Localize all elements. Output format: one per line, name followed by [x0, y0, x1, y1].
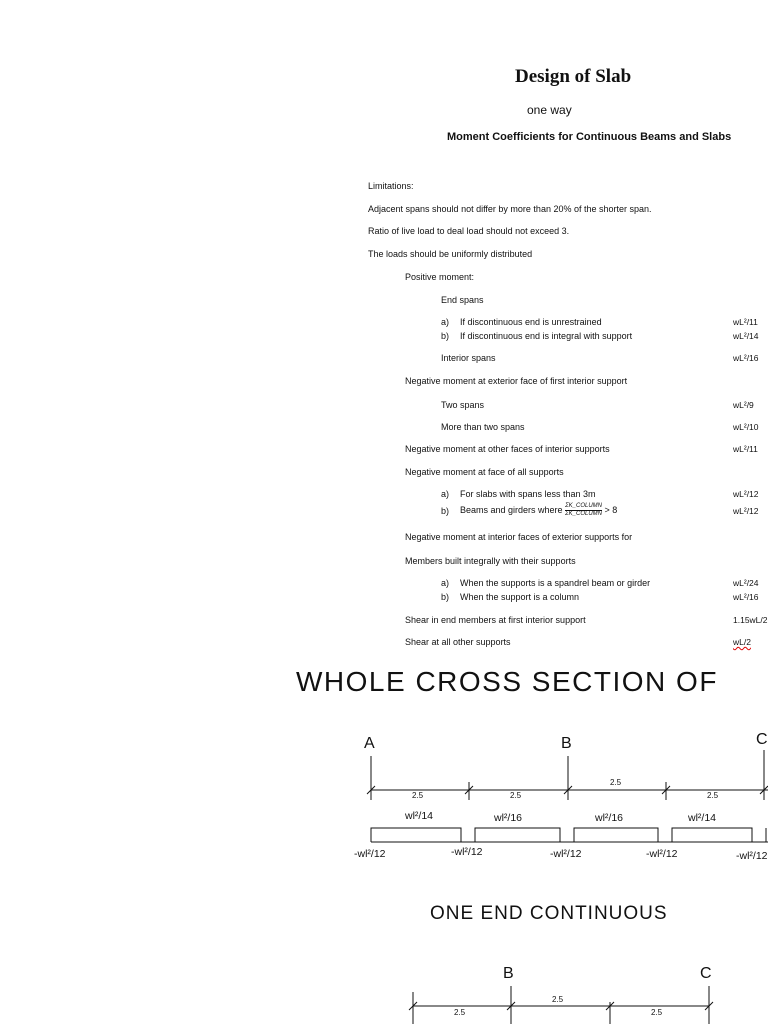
- coefficient-value: wL²/11: [733, 317, 758, 327]
- page-title: Design of Slab: [515, 66, 632, 87]
- list-marker: a): [441, 317, 450, 327]
- list-marker: a): [441, 489, 450, 499]
- positive-moment-label: wl²/14: [688, 812, 717, 824]
- support-label: B: [561, 735, 572, 752]
- neg-interior-ext-label: Negative moment at interior faces of exterior supports for: [405, 532, 633, 542]
- span-length: 2.5: [552, 995, 564, 1004]
- one-end-continuous-title: ONE END CONTINUOUS: [430, 903, 668, 924]
- moment-outline: [371, 828, 766, 842]
- positive-moment-label: wl²/16: [595, 812, 624, 824]
- span-length: 2.5: [454, 1008, 466, 1017]
- list-marker: b): [441, 592, 450, 602]
- span-length: 2.5: [510, 791, 522, 800]
- list-item-text: When the support is a column: [460, 592, 580, 602]
- negative-moment-label: -wl²/12: [354, 848, 386, 860]
- support-label: C: [756, 731, 768, 748]
- limitation-item: The loads should be uniformly distributed: [368, 249, 533, 259]
- positive-moment-label: wl²/14: [405, 810, 434, 822]
- coefficient-value: 1.15wL/2: [733, 615, 768, 625]
- coefficient-value: wL²/16: [733, 592, 759, 602]
- members-label: Members built integrally with their supports: [405, 556, 576, 566]
- span-length: 2.5: [610, 778, 622, 787]
- coefficient-value: wL²/24: [733, 578, 759, 588]
- support-label: A: [364, 735, 375, 752]
- stiffness-condition: > 8: [604, 504, 618, 515]
- coefficient-value: wL²/16: [733, 353, 759, 363]
- negative-moment-label: -wl²/12: [451, 846, 483, 858]
- shear-other-label: Shear at all other supports: [405, 637, 511, 647]
- neg-all-label: Negative moment at face of all supports: [405, 467, 564, 477]
- negative-moment-label: -wl²/12: [646, 848, 678, 860]
- two-spans-label: Two spans: [441, 400, 485, 410]
- coefficient-value: wL²/9: [733, 400, 754, 410]
- coefficient-value: wL²/14: [733, 331, 759, 341]
- positive-moment-label: wl²/16: [494, 812, 523, 824]
- support-label: B: [503, 965, 514, 982]
- span-length: 2.5: [651, 1008, 663, 1017]
- span-length: 2.5: [707, 791, 719, 800]
- limitation-item: Adjacent spans should not differ by more than 20% of the shorter span.: [368, 204, 652, 214]
- coefficient-value: wL²/12: [733, 489, 759, 499]
- cross-section-title: WHOLE CROSS SECTION OF: [296, 666, 718, 697]
- negative-moment-label: -wl²/12: [550, 848, 582, 860]
- list-item-text: If discontinuous end is unrestrained: [460, 317, 602, 327]
- limitation-item: Ratio of live load to deal load should not exceed 3.: [368, 226, 570, 236]
- coefficient-value: wL/2: [733, 637, 751, 647]
- interior-spans-label: Interior spans: [441, 353, 496, 363]
- span-length: 2.5: [412, 791, 424, 800]
- list-item-text: If discontinuous end is integral with support: [460, 331, 633, 341]
- coefficient-value: wL²/10: [733, 422, 759, 432]
- beams-girders-text: Beams and girders where: [460, 504, 563, 515]
- positive-moment-label: Positive moment:: [405, 272, 475, 282]
- page-subtitle: one way: [527, 103, 572, 117]
- end-spans-label: End spans: [441, 295, 484, 305]
- one-end-continuous-diagram: [409, 986, 713, 1024]
- support-label: C: [700, 965, 712, 982]
- list-marker: b): [441, 506, 450, 516]
- list-marker: a): [441, 578, 450, 588]
- list-item-text: For slabs with spans less than 3m: [460, 489, 596, 499]
- list-marker: b): [441, 331, 450, 341]
- list-item-text: When the supports is a spandrel beam or girder: [460, 578, 651, 588]
- fraction-denominator: ΣK_COLUMN: [565, 511, 603, 517]
- more-spans-label: More than two spans: [441, 422, 525, 432]
- coefficient-value: wL²/11: [733, 444, 758, 454]
- negative-moment-label: -wl²/12: [736, 850, 768, 862]
- section-heading: Moment Coefficients for Continuous Beams and Slabs: [447, 131, 732, 143]
- shear-end-label: Shear in end members at first interior support: [405, 615, 586, 625]
- neg-exterior-label: Negative moment at exterior face of first interior support: [405, 376, 628, 386]
- fraction-numerator: ΣK_COLUMN: [565, 503, 603, 509]
- neg-other-label: Negative moment at other faces of interior supports: [405, 444, 610, 454]
- limitations-label: Limitations:: [368, 181, 414, 191]
- coefficient-value: wL²/12: [733, 506, 759, 516]
